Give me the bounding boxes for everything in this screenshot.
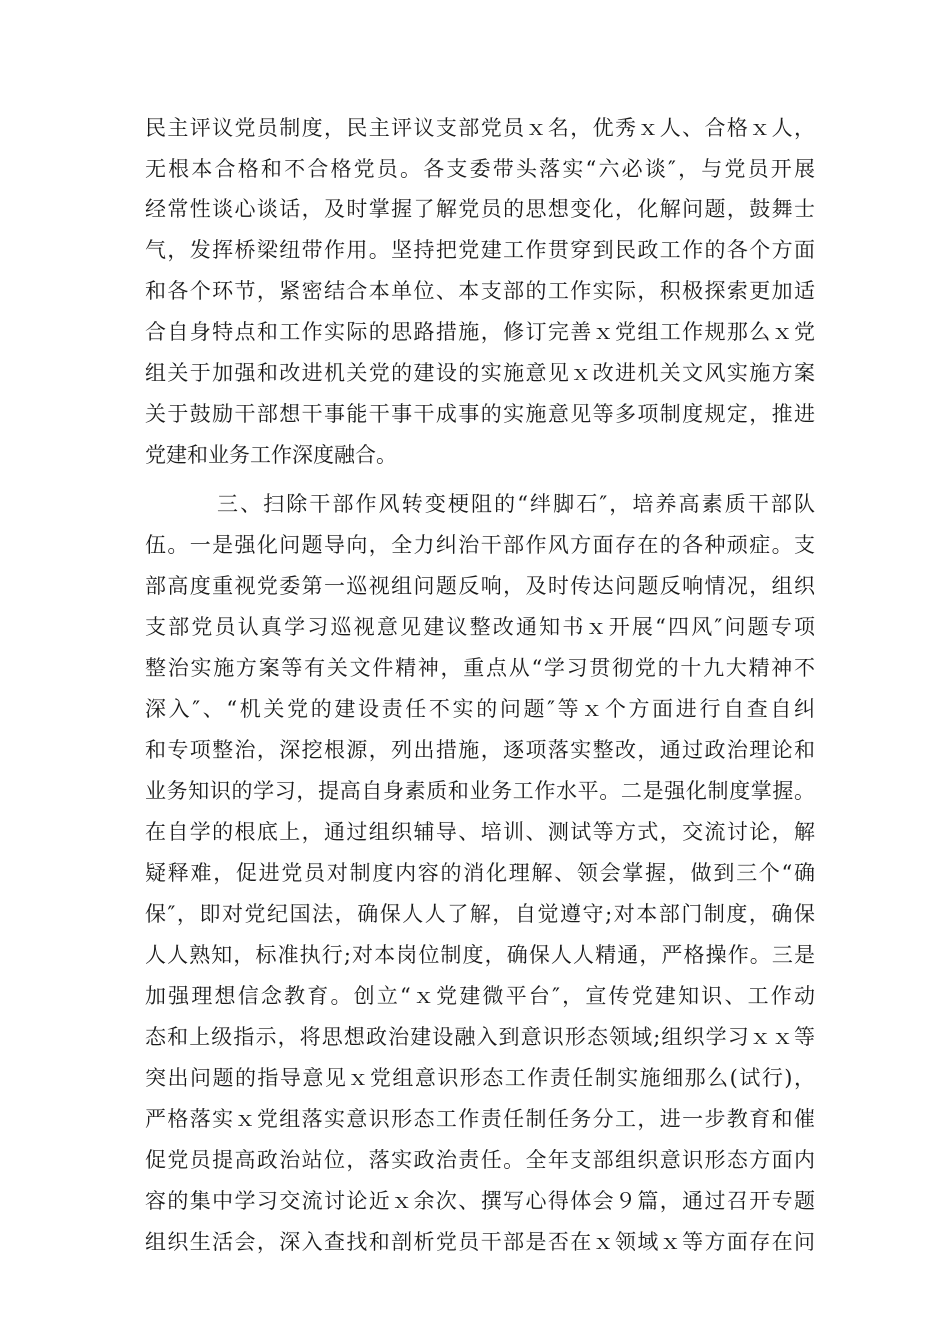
text-line: 支部党员认真学习巡视意见建议整改通知书ｘ开展“四风″问题专项	[145, 615, 815, 639]
text-line: 容的集中学习交流讨论近ｘ余次、撰写心得体会９篇，通过召开专题	[145, 1189, 815, 1213]
text-line: 人人熟知，标准执行;对本岗位制度，确保人人精通，严格操作。三是	[145, 943, 815, 967]
text-line: 加强理想信念教育。创立“ｘ党建微平台″，宣传党建知识、工作动	[145, 984, 815, 1008]
text-line: 严格落实ｘ党组落实意识形态工作责任制任务分工，进一步教育和催	[145, 1107, 815, 1131]
text-line: 党建和业务工作深度融合。	[145, 443, 397, 467]
text-line: 组关于加强和改进机关党的建设的实施意见ｘ改进机关文风实施方案	[145, 361, 815, 385]
text-line: 深入″、“机关党的建设责任不实的问题″等ｘ个方面进行自查自纠	[145, 697, 815, 721]
text-line: 经常性谈心谈话，及时掌握了解党员的思想变化，化解问题，鼓舞士	[145, 197, 815, 221]
text-line: 气，发挥桥梁纽带作用。坚持把党建工作贯穿到民政工作的各个方面	[145, 238, 815, 262]
text-line: 态和上级指示，将思想政治建设融入到意识形态领域;组织学习ｘｘ等	[145, 1025, 815, 1049]
text-line: 业务知识的学习，提高自身素质和业务工作水平。二是强化制度掌握。	[145, 779, 815, 803]
text-line: 整治实施方案等有关文件精神，重点从“学习贯彻党的十九大精神不	[145, 656, 815, 680]
text-line: 和专项整治，深挖根源，列出措施，逐项落实整改，通过政治理论和	[145, 738, 815, 762]
text-line: 合自身特点和工作实际的思路措施，修订完善ｘ党组工作规那么ｘ党	[145, 320, 815, 344]
text-line: 疑释难，促进党员对制度内容的消化理解、领会掌握，做到三个“确	[145, 861, 815, 885]
text-line: 保″，即对党纪国法，确保人人了解，自觉遵守;对本部门制度，确保	[145, 902, 815, 926]
text-line: 三、扫除干部作风转变梗阻的“绊脚石″，培养高素质干部队	[217, 492, 815, 516]
text-line: 突出问题的指导意见ｘ党组意识形态工作责任制实施细那么(试行)，	[145, 1066, 815, 1090]
text-line: 和各个环节，紧密结合本单位、本支部的工作实际，积极探索更加适	[145, 279, 815, 303]
text-line: 民主评议党员制度，民主评议支部党员ｘ名，优秀ｘ人、合格ｘ人，	[145, 116, 815, 140]
text-line: 部高度重视党委第一巡视组问题反响，及时传达问题反响情况，组织	[145, 574, 815, 598]
text-line: 促党员提高政治站位，落实政治责任。全年支部组织意识形态方面内	[145, 1148, 815, 1172]
text-line: 组织生活会，深入查找和剖析党员干部是否在ｘ领域ｘ等方面存在问	[145, 1230, 815, 1254]
text-line: 在自学的根底上，通过组织辅导、培训、测试等方式，交流讨论，解	[145, 820, 815, 844]
text-line: 伍。一是强化问题导向，全力纠治干部作风方面存在的各种顽症。支	[145, 533, 815, 557]
text-line: 关于鼓励干部想干事能干事干成事的实施意见等多项制度规定，推进	[145, 402, 815, 426]
text-line: 无根本合格和不合格党员。各支委带头落实“六必谈″，与党员开展	[145, 157, 815, 181]
